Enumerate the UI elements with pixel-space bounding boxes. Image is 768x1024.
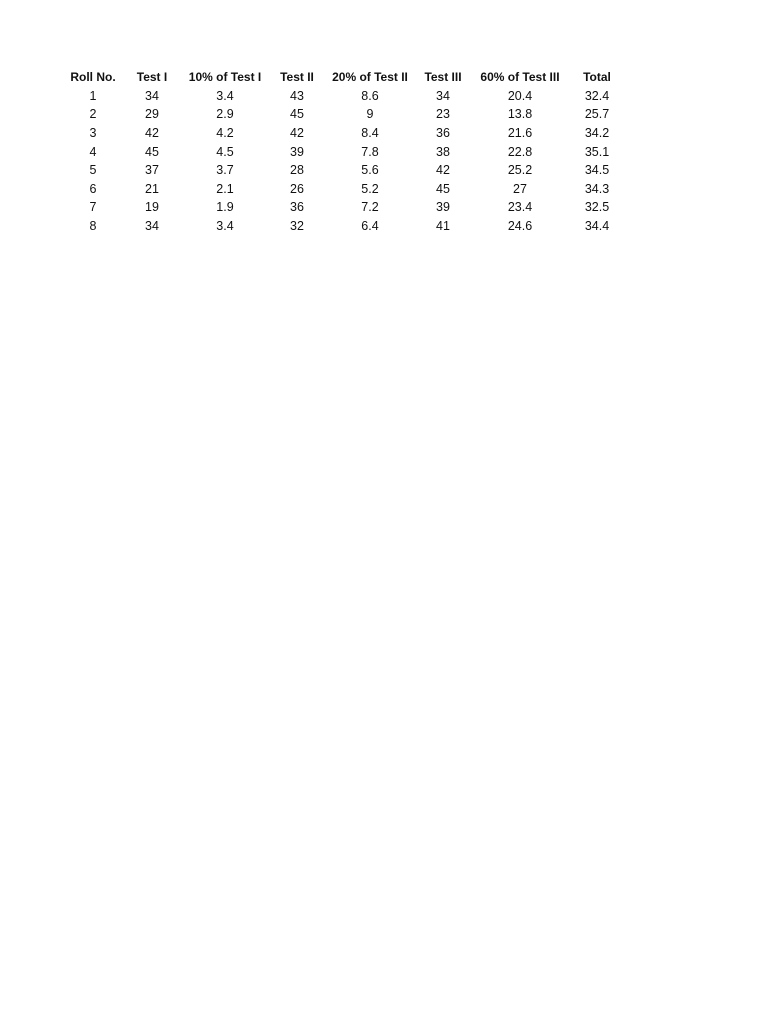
header-20pct-test-2: 20% of Test II (332, 70, 408, 85)
header-total: Total (583, 70, 611, 85)
cell-test-3: 41 (436, 219, 450, 234)
header-60pct-test-3: 60% of Test III (480, 70, 560, 85)
table-row (60, 198, 622, 217)
cell-20pct-test-2: 8.6 (361, 88, 379, 103)
cell-total: 34.5 (584, 163, 610, 178)
table-row (60, 124, 622, 143)
cell-roll-no: 5 (89, 163, 97, 178)
cell-test-1: 37 (145, 163, 159, 178)
header-test-2: Test II (280, 70, 314, 85)
cell-roll-no: 4 (89, 144, 97, 159)
cell-test-1: 45 (145, 144, 159, 159)
cell-total: 25.7 (584, 107, 610, 122)
cell-test-2: 42 (290, 126, 304, 141)
header-10pct-test-1: 10% of Test I (188, 70, 262, 85)
cell-total: 35.1 (584, 144, 610, 159)
cell-test-3: 45 (436, 181, 450, 196)
cell-total: 32.5 (584, 200, 610, 215)
cell-20pct-test-2: 7.2 (361, 200, 379, 215)
cell-test-1: 34 (145, 219, 159, 234)
cell-10pct-test-1: 3.4 (216, 219, 234, 234)
cell-10pct-test-1: 3.4 (216, 88, 234, 103)
cell-test-1: 19 (145, 200, 159, 215)
cell-20pct-test-2: 5.2 (361, 181, 379, 196)
cell-10pct-test-1: 3.7 (216, 163, 234, 178)
table-row (60, 180, 622, 199)
cell-test-3: 36 (436, 126, 450, 141)
cell-test-2: 43 (290, 88, 304, 103)
cell-60pct-test-3: 20.4 (507, 88, 533, 103)
cell-test-2: 32 (290, 219, 304, 234)
table-row (60, 161, 622, 180)
table-row (60, 87, 622, 106)
table-header (60, 68, 622, 87)
cell-test-2: 39 (290, 144, 304, 159)
cell-roll-no: 6 (89, 181, 97, 196)
cell-test-1: 42 (145, 126, 159, 141)
marks-table (60, 68, 622, 235)
table-body (60, 87, 622, 236)
cell-60pct-test-3: 25.2 (507, 163, 533, 178)
cell-test-1: 29 (145, 107, 159, 122)
cell-total: 34.4 (584, 219, 610, 234)
cell-20pct-test-2: 5.6 (361, 163, 379, 178)
cell-test-2: 28 (290, 163, 304, 178)
cell-roll-no: 8 (89, 219, 97, 234)
header-roll-no: Roll No. (70, 70, 116, 85)
cell-10pct-test-1: 2.9 (216, 107, 234, 122)
cell-test-2: 36 (290, 200, 304, 215)
header-test-1: Test I (136, 70, 168, 85)
cell-test-3: 38 (436, 144, 450, 159)
cell-10pct-test-1: 4.2 (216, 126, 234, 141)
cell-10pct-test-1: 4.5 (216, 144, 234, 159)
cell-test-3: 42 (436, 163, 450, 178)
cell-20pct-test-2: 8.4 (361, 126, 379, 141)
cell-60pct-test-3: 13.8 (507, 107, 533, 122)
cell-test-3: 34 (436, 88, 450, 103)
cell-total: 34.2 (584, 126, 610, 141)
cell-60pct-test-3: 23.4 (507, 200, 533, 215)
cell-10pct-test-1: 1.9 (216, 200, 234, 215)
cell-test-1: 21 (145, 181, 159, 196)
table-row (60, 217, 622, 236)
cell-roll-no: 1 (89, 88, 97, 103)
cell-20pct-test-2: 6.4 (361, 219, 379, 234)
cell-60pct-test-3: 24.6 (507, 219, 533, 234)
table-row (60, 142, 622, 161)
cell-20pct-test-2: 9 (366, 107, 374, 122)
cell-roll-no: 7 (89, 200, 97, 215)
cell-60pct-test-3: 27 (513, 181, 527, 196)
header-row (60, 68, 622, 87)
cell-test-2: 45 (290, 107, 304, 122)
cell-60pct-test-3: 22.8 (507, 144, 533, 159)
cell-roll-no: 3 (89, 126, 97, 141)
cell-total: 34.3 (584, 181, 610, 196)
cell-test-3: 39 (436, 200, 450, 215)
cell-test-1: 34 (145, 88, 159, 103)
cell-total: 32.4 (584, 88, 610, 103)
cell-10pct-test-1: 2.1 (216, 181, 234, 196)
cell-20pct-test-2: 7.8 (361, 144, 379, 159)
cell-roll-no: 2 (89, 107, 97, 122)
header-test-3: Test III (424, 70, 462, 85)
cell-test-2: 26 (290, 181, 304, 196)
cell-test-3: 23 (436, 107, 450, 122)
cell-60pct-test-3: 21.6 (507, 126, 533, 141)
table-row (60, 105, 622, 124)
